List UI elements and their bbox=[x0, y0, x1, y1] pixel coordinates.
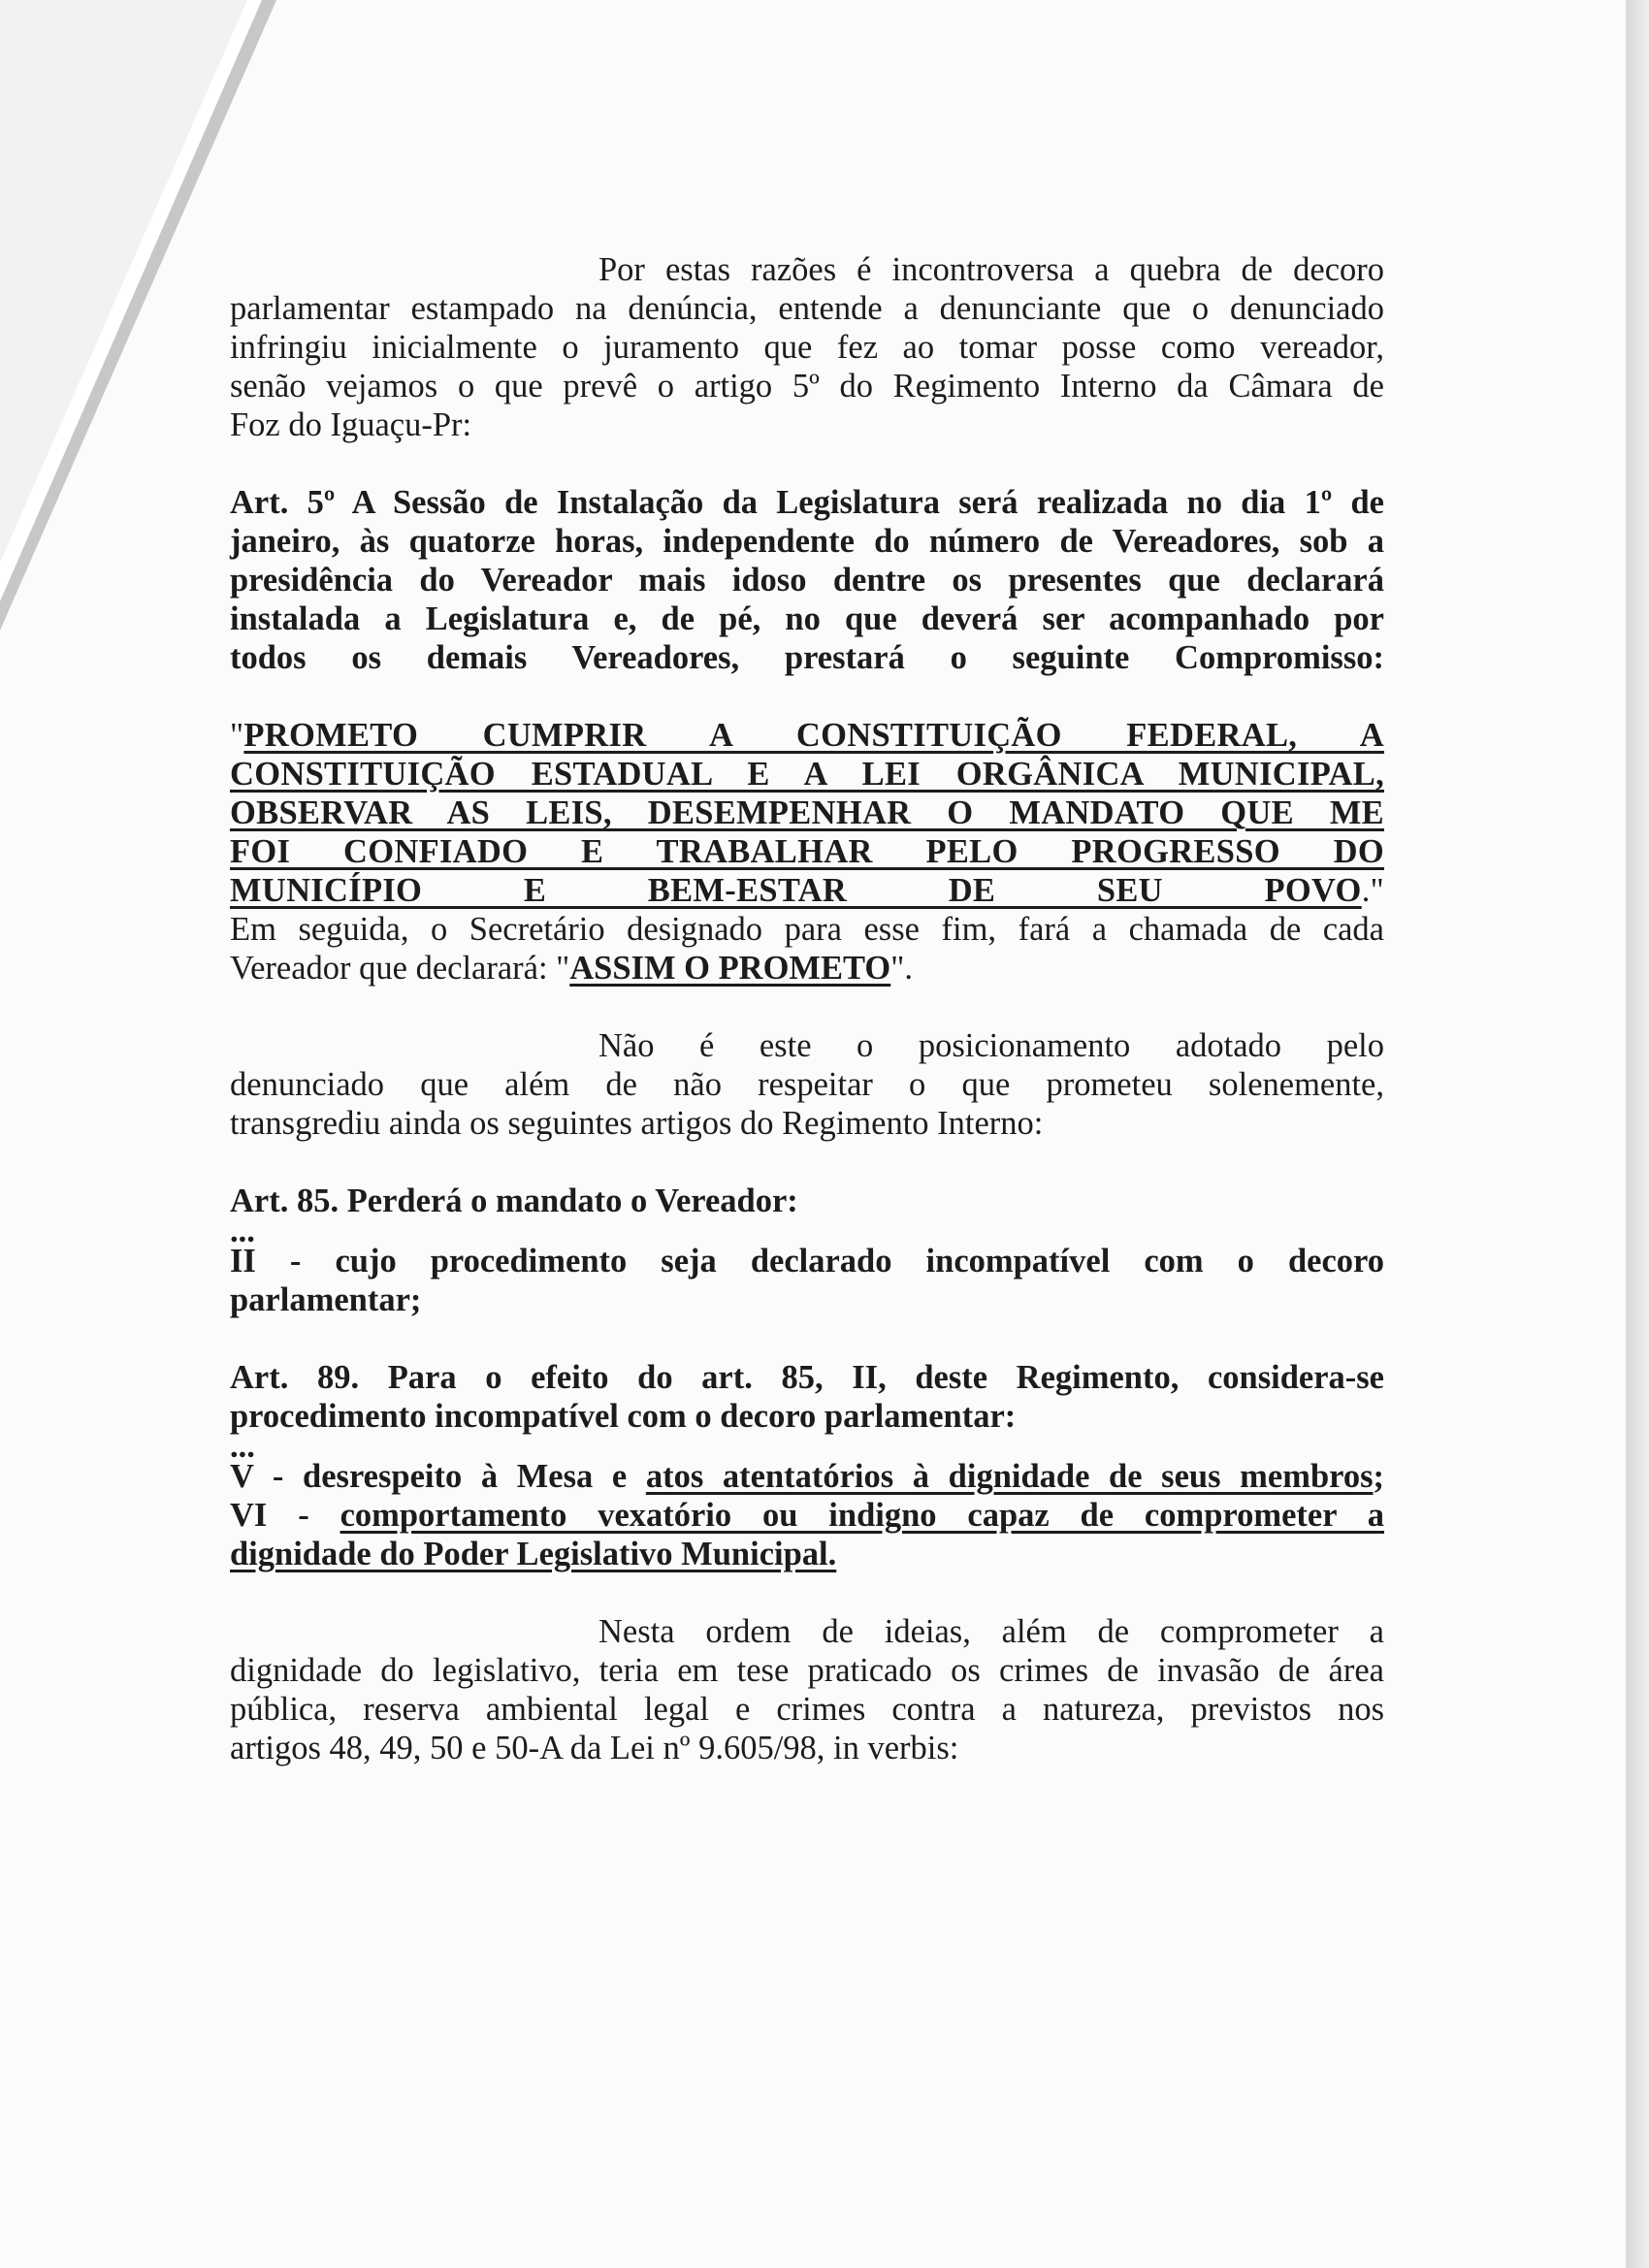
paragraph-intro bbox=[230, 250, 1384, 444]
paragraph-position bbox=[230, 1026, 1384, 1143]
article-5-line: instalada a Legislatura e, de pé, no que deverá ser acompanhado por bbox=[230, 600, 1384, 637]
paragraph-crimes-line: dignidade do legislativo, teria em tese praticado os crimes de invasão de área bbox=[230, 1652, 1384, 1689]
article-89-item-vi-text: dignidade do Poder Legislativo Municipal. bbox=[230, 1536, 837, 1572]
article-89-line: Art. 89. Para o efeito do art. 85, II, deste Regimento, considera-se bbox=[230, 1359, 1384, 1396]
oath-followup-suffix: ". bbox=[890, 950, 913, 987]
article-89-item-v-suffix: ; bbox=[1373, 1458, 1384, 1495]
article-5 bbox=[230, 483, 1384, 677]
oath-close: ." bbox=[1361, 872, 1384, 909]
paragraph-position-line: denunciado que além de não respeitar o que prometeu solenemente, bbox=[230, 1066, 1384, 1103]
article-85 bbox=[230, 1182, 1384, 1319]
paragraph-position-line: transgrediu ainda os seguintes artigos do Regimento Interno: bbox=[230, 1105, 1044, 1142]
article-89-item-vi-text: comportamento vexatório ou indigno capaz de comprometer a bbox=[340, 1497, 1384, 1534]
oath-open-quote: " bbox=[230, 717, 244, 754]
paragraph-intro-line: infringiu inicialmente o juramento que fez ao tomar posse como vereador, bbox=[230, 329, 1384, 366]
oath-followup-prefix: Vereador que declarará: " bbox=[230, 950, 570, 987]
oath-promise: ASSIM O PROMETO bbox=[569, 950, 891, 987]
paragraph-intro-line: Foz do Iguaçu-Pr: bbox=[230, 406, 472, 443]
paragraph-crimes-line: artigos 48, 49, 50 e 50-A da Lei nº 9.605/98, in verbis: bbox=[230, 1730, 959, 1766]
paragraph-intro-line: senão vejamos o que prevê o artigo 5º do Regimento Interno da Câmara de bbox=[230, 368, 1384, 405]
article-5-line: presidência do Vereador mais idoso dentre os presentes que declarará bbox=[230, 562, 1384, 599]
article-89-item-vi-prefix: VI - bbox=[230, 1497, 340, 1534]
article-89-line: procedimento incompatível com o decoro parlamentar: bbox=[230, 1398, 1017, 1435]
paragraph-position-line1: Não é este o posicionamento adotado pelo bbox=[598, 1027, 1384, 1064]
oath-line: CONSTITUIÇÃO ESTADUAL E A LEI ORGÂNICA MUNICIPAL, bbox=[230, 756, 1384, 793]
oath-followup-line: Em seguida, o Secretário designado para esse fim, fará a chamada de cada bbox=[230, 911, 1384, 948]
article-89 bbox=[230, 1358, 1384, 1573]
article-85-item: parlamentar; bbox=[230, 1281, 422, 1318]
article-5-line: Art. 5º A Sessão de Instalação da Legislatura será realizada no dia 1º de bbox=[230, 484, 1384, 521]
oath-block bbox=[230, 716, 1384, 988]
article-5-line: janeiro, às quatorze horas, independente do número de Vereadores, sob a bbox=[230, 523, 1384, 560]
article-5-line: todos os demais Vereadores, prestará o seguinte Compromisso: bbox=[230, 639, 1384, 676]
page-edge-shadow bbox=[1626, 0, 1649, 2268]
article-85-item: II - cujo procedimento seja declarado incompatível com o decoro bbox=[230, 1243, 1384, 1280]
paragraph-crimes-line1: Nesta ordem de ideias, além de comprometer a bbox=[598, 1613, 1384, 1650]
oath-line: PROMETO CUMPRIR A CONSTITUIÇÃO FEDERAL, A bbox=[243, 717, 1384, 754]
article-85-heading: Art. 85. Perderá o mandato o Vereador: bbox=[230, 1183, 798, 1219]
paragraph-crimes bbox=[230, 1612, 1384, 1767]
document-body bbox=[230, 250, 1384, 1767]
ellipsis: ... bbox=[230, 1213, 255, 1249]
article-89-item-v-prefix: V - desrespeito à Mesa e bbox=[230, 1458, 646, 1495]
paragraph-intro-line: parlamentar estampado na denúncia, entende a denunciante que o denunciado bbox=[230, 290, 1384, 327]
oath-line: FOI CONFIADO E TRABALHAR PELO PROGRESSO DO bbox=[230, 833, 1384, 870]
article-89-item-v-text: atos atentatórios à dignidade de seus membros bbox=[645, 1458, 1374, 1495]
paragraph-intro-line1: Por estas razões é incontroversa a quebra de decoro bbox=[598, 251, 1384, 288]
oath-line: MUNICÍPIO E BEM-ESTAR DE SEU POVO bbox=[230, 872, 1362, 909]
oath-line: OBSERVAR AS LEIS, DESEMPENHAR O MANDATO QUE ME bbox=[230, 794, 1384, 831]
ellipsis: ... bbox=[230, 1428, 255, 1465]
paragraph-crimes-line: pública, reserva ambiental legal e crimes contra a natureza, previstos nos bbox=[230, 1691, 1384, 1728]
